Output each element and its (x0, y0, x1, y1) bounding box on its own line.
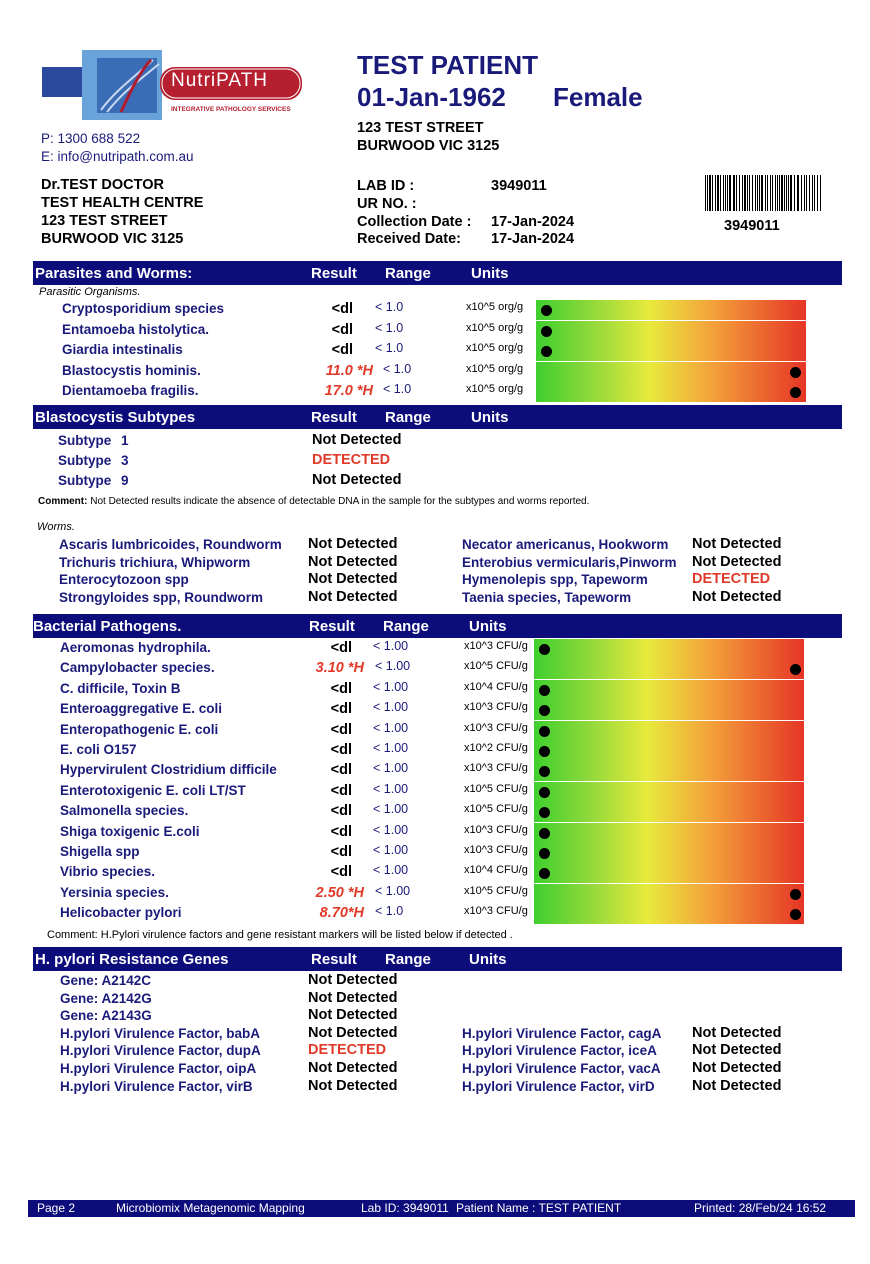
level-marker (539, 746, 550, 757)
barcode-bar (804, 175, 805, 211)
level-marker (541, 326, 552, 337)
comment-label: Comment: (38, 496, 88, 507)
result-value: <dl (330, 721, 352, 738)
gene-name: H.pylori Virulence Factor, babA (60, 1025, 261, 1041)
parasites-title: Parasites and Worms: (35, 265, 193, 282)
result-value: <dl (331, 342, 353, 358)
barcode-bar (717, 175, 719, 211)
range-col-header: Range (385, 951, 431, 968)
level-bar (534, 700, 804, 720)
level-bar (534, 863, 804, 883)
units-value: x10^3 CFU/g (464, 905, 528, 918)
contact-phone: P: 1300 688 522 (41, 131, 141, 146)
worm-result: Not Detected (308, 536, 398, 552)
worm-result: Not Detected (692, 536, 782, 552)
level-marker (790, 889, 801, 900)
barcode-bar (709, 175, 711, 211)
patient-dob: 01-Jan-1962 (357, 82, 506, 112)
result-col-header: Result (311, 409, 357, 426)
organism-name: Blastocystis hominis. (62, 362, 201, 378)
result-value: <dl (330, 640, 352, 656)
level-bar (534, 741, 804, 761)
range-col-header: Range (385, 409, 431, 426)
level-bar (534, 761, 804, 781)
pathogen-name: E. coli O157 (60, 742, 137, 757)
units-value: x10^2 CFU/g (464, 742, 528, 754)
pathogen-name: Shiga toxigenic E.coli (60, 823, 200, 839)
worm-name: Ascaris lumbricoides, Roundworm (59, 537, 282, 552)
barcode-bar (809, 175, 810, 211)
lab-id-label: LAB ID : (357, 178, 415, 194)
subtype-number: 1 (121, 433, 129, 448)
worm-name: Enterocytozoon spp (59, 572, 189, 588)
patient-sex: Female (553, 82, 643, 112)
pathogen-name: Campylobacter species. (60, 660, 215, 676)
barcode-bar (720, 175, 721, 211)
logo-tagline: INTEGRATIVE PATHOLOGY SERVICES (171, 106, 291, 113)
gene-result: Not Detected (692, 1042, 782, 1059)
pathogen-name: Hypervirulent Clostridium difficile (60, 762, 277, 778)
gene-result: DETECTED (308, 1042, 387, 1059)
footer-patient: Patient Name : TEST PATIENT (456, 1201, 622, 1215)
gene-result: Not Detected (692, 1024, 782, 1041)
units-value: x10^5 CFU/g (464, 803, 528, 816)
barcode-bar (806, 175, 807, 211)
worm-result: Not Detected (692, 553, 782, 570)
barcode-bar (767, 175, 768, 211)
range-value: < 1.0 (375, 904, 404, 919)
range-value: < 1.0 (375, 341, 404, 355)
result-value: 2.50 *H (315, 884, 364, 901)
result-value: <dl (331, 321, 353, 338)
units-col-header: Units (471, 265, 509, 282)
organism-name: Cryptosporidium species (62, 301, 225, 316)
worm-result: Not Detected (692, 589, 782, 606)
gene-result: Not Detected (308, 1007, 398, 1024)
barcode-bar (712, 175, 713, 211)
hpylori-title: H. pylori Resistance Genes (35, 951, 229, 968)
level-marker (539, 868, 550, 879)
parasites-header (33, 261, 842, 285)
barcode-bar (772, 175, 773, 211)
bacteria-title: Bacterial Pathogens. (33, 618, 182, 635)
barcode-bar (797, 175, 799, 211)
barcode-bar (790, 175, 792, 211)
units-value: x10^5 org/g (466, 362, 524, 375)
level-bar (534, 843, 804, 863)
worm-name: Enterobius vermicularis,Pinworm (462, 554, 677, 570)
level-bar (534, 721, 804, 741)
doctor-suburb: BURWOOD VIC 3125 (41, 231, 184, 247)
subtype-number: 3 (121, 453, 129, 468)
worm-result: Not Detected (308, 571, 398, 588)
pathogen-name: Aeromonas hydrophila. (60, 640, 211, 655)
level-marker (539, 787, 550, 798)
range-value: < 1.0 (383, 361, 412, 376)
barcode-bar (723, 175, 724, 211)
level-marker (539, 807, 550, 818)
gene-result: Not Detected (692, 1077, 782, 1094)
doctor-centre: TEST HEALTH CENTRE (41, 195, 204, 211)
footer-page: Page 2 (37, 1201, 76, 1215)
level-bar (534, 659, 804, 679)
level-bar (536, 382, 806, 402)
result-value: <dl (330, 701, 352, 718)
units-value: x10^5 org/g (466, 383, 524, 395)
units-value: x10^4 CFU/g (464, 864, 528, 877)
level-bar (536, 341, 806, 361)
range-value: < 1.0 (375, 320, 404, 335)
footer-lab-id: Lab ID: 3949011 (361, 1201, 449, 1215)
patient-address-1: 123 TEST STREET (357, 120, 484, 136)
barcode-bar (820, 175, 821, 211)
barcode-bar (817, 175, 818, 211)
barcode-bar (752, 175, 753, 211)
level-marker (539, 828, 550, 839)
blasto-title: Blastocystis Subtypes (35, 409, 196, 426)
worm-name: Taenia species, Tapeworm (462, 590, 632, 606)
units-value: x10^3 CFU/g (464, 844, 528, 856)
level-bar (536, 321, 806, 341)
units-value: x10^5 org/g (466, 301, 524, 313)
pathogen-name: Salmonella species. (60, 803, 189, 819)
units-col-header: Units (471, 409, 509, 426)
gene-name: H.pylori Virulence Factor, dupA (60, 1043, 261, 1059)
worm-result: DETECTED (692, 571, 771, 588)
pathogen-name: Enteropathogenic E. coli (60, 721, 219, 737)
units-value: x10^5 org/g (466, 342, 524, 354)
lab-id-value: 3949011 (491, 178, 547, 194)
barcode-bar (736, 175, 737, 211)
range-value: < 1.00 (375, 883, 411, 898)
nutripath-logo (41, 50, 306, 125)
result-col-header: Result (311, 951, 357, 968)
received-label: Received Date: (357, 231, 461, 247)
worm-result: Not Detected (308, 553, 398, 570)
units-value: x10^3 CFU/g (464, 762, 528, 775)
gene-name: H.pylori Virulence Factor, cagA (462, 1025, 662, 1041)
level-bar (534, 639, 804, 659)
level-bar (534, 904, 804, 924)
worm-name: Necator americanus, Hookworm (462, 537, 669, 552)
level-marker (541, 305, 552, 316)
bacteria-header (33, 614, 842, 638)
barcode-bar (801, 175, 802, 211)
range-value: < 1.0 (375, 300, 404, 314)
level-marker (790, 909, 801, 920)
pathogen-name: Vibrio species. (60, 864, 156, 880)
gene-name: H.pylori Virulence Factor, vacA (462, 1061, 661, 1076)
barcode-bar (777, 175, 778, 211)
result-value: <dl (330, 742, 352, 758)
gene-name: H.pylori Virulence Factor, oipA (60, 1061, 257, 1076)
level-marker (539, 685, 550, 696)
level-marker (790, 664, 801, 675)
barcode (705, 175, 823, 211)
organism-name: Dientamoeba fragilis. (62, 383, 199, 398)
pathogen-name: Helicobacter pylori (60, 905, 182, 921)
subtype-result: Not Detected (312, 432, 402, 448)
result-value: <dl (330, 680, 352, 697)
patient-address-2: BURWOOD VIC 3125 (357, 138, 500, 154)
level-marker (539, 848, 550, 859)
gene-result: Not Detected (692, 1060, 782, 1076)
level-bar (536, 362, 806, 382)
bacteria-comment: Comment: H.Pylori virulence factors and gene resistant markers will be listed below if detected . (47, 929, 513, 941)
footer-bar (28, 1200, 855, 1217)
pathogen-name: C. difficile, Toxin B (60, 680, 181, 696)
organism-name: Giardia intestinalis (62, 342, 183, 357)
hpylori-header (33, 947, 842, 971)
comment-text: Not Detected results indicate the absence of detectable DNA in the sample for the subtypes and worms reported. (90, 496, 590, 507)
blasto-comment (38, 496, 589, 507)
gene-name: H.pylori Virulence Factor, virB (60, 1078, 253, 1094)
pathogen-name: Yersinia species. (60, 884, 169, 900)
range-value: < 1.00 (373, 720, 409, 735)
level-bar (534, 680, 804, 700)
level-bar (534, 782, 804, 802)
gene-name: Gene: A2143G (60, 1008, 152, 1024)
barcode-bar (742, 175, 743, 211)
barcode-bar (786, 175, 787, 211)
range-col-header: Range (385, 265, 431, 282)
units-value: x10^3 CFU/g (464, 701, 528, 714)
barcode-bar (779, 175, 780, 211)
contact-email: E: info@nutripath.com.au (41, 149, 194, 164)
barcode-bar (765, 175, 766, 211)
level-marker (539, 644, 550, 655)
level-marker (539, 705, 550, 716)
barcode-bar (739, 175, 740, 211)
result-col-header: Result (309, 618, 355, 635)
gene-name: H.pylori Virulence Factor, virD (462, 1078, 655, 1094)
worm-result: Not Detected (308, 589, 398, 606)
logo-brand: NutriPATH (171, 70, 268, 91)
units-col-header: Units (469, 618, 507, 635)
result-value: 3.10 *H (315, 660, 364, 677)
pathogen-name: Shigella spp (60, 844, 140, 859)
subtype-label: Subtype (58, 453, 112, 468)
result-value: <dl (330, 762, 352, 779)
subtype-result: DETECTED (312, 452, 391, 468)
level-bar (534, 802, 804, 822)
barcode-bar (705, 175, 706, 211)
units-value: x10^3 CFU/g (464, 823, 528, 836)
worm-name: Trichuris trichiura, Whipworm (59, 554, 251, 570)
level-bar (534, 884, 804, 904)
gene-name: Gene: A2142C (60, 973, 152, 988)
barcode-bar (733, 175, 735, 211)
level-marker (539, 726, 550, 737)
gene-result: Not Detected (308, 989, 398, 1006)
level-marker (539, 766, 550, 777)
range-value: < 1.00 (373, 679, 409, 694)
level-marker (790, 367, 801, 378)
barcode-bar (814, 175, 815, 211)
result-value: <dl (330, 864, 352, 881)
result-value: <dl (330, 844, 352, 860)
barcode-bar (812, 175, 813, 211)
barcode-bar (707, 175, 708, 211)
received-date: 17-Jan-2024 (491, 231, 575, 247)
level-marker (790, 387, 801, 398)
units-value: x10^5 CFU/g (464, 884, 528, 897)
range-value: < 1.00 (373, 639, 409, 653)
barcode-bar (747, 175, 748, 211)
collection-label: Collection Date : (357, 214, 472, 230)
barcode-number: 3949011 (724, 218, 780, 234)
result-value: <dl (331, 301, 353, 317)
doctor-street: 123 TEST STREET (41, 213, 168, 229)
barcode-bar (755, 175, 756, 211)
barcode-bar (729, 175, 731, 211)
subtype-number: 9 (121, 473, 129, 488)
level-marker (541, 346, 552, 357)
level-bar (536, 300, 806, 320)
barcode-bar (757, 175, 758, 211)
barcode-bar (715, 175, 716, 211)
result-col-header: Result (311, 265, 357, 282)
result-value: <dl (330, 782, 352, 799)
footer-report: Microbiomix Metagenomic Mapping (116, 1201, 305, 1215)
barcode-bar (788, 175, 789, 211)
footer-printed: Printed: 28/Feb/24 16:52 (694, 1201, 827, 1215)
gene-result: Not Detected (308, 972, 398, 988)
barcode-bar (794, 175, 795, 211)
gene-name: H.pylori Virulence Factor, iceA (462, 1043, 657, 1059)
doctor-name: Dr.TEST DOCTOR (41, 177, 164, 193)
subtype-result: Not Detected (312, 472, 402, 488)
pathogen-name: Enterotoxigenic E. coli LT/ST (60, 782, 246, 798)
units-value: x10^4 CFU/g (464, 680, 528, 693)
result-value: 8.70*H (319, 905, 364, 922)
barcode-bar (725, 175, 726, 211)
barcode-bar (749, 175, 750, 211)
gene-name: Gene: A2142G (60, 990, 152, 1006)
level-bar (534, 823, 804, 843)
units-value: x10^5 org/g (466, 321, 524, 334)
range-value: < 1.00 (373, 802, 409, 817)
gene-result: Not Detected (308, 1060, 398, 1076)
gene-result: Not Detected (308, 1077, 398, 1094)
range-value: < 1.0 (383, 382, 412, 396)
barcode-bar (781, 175, 783, 211)
blasto-header (33, 405, 842, 429)
barcode-bar (761, 175, 763, 211)
units-value: x10^3 CFU/g (464, 640, 528, 652)
result-value: <dl (330, 803, 352, 820)
pathogen-name: Enteroaggregative E. coli (60, 701, 223, 717)
barcode-bar (759, 175, 760, 211)
worm-name: Strongyloides spp, Roundworm (59, 590, 264, 606)
barcode-bar (744, 175, 746, 211)
barcode-bar (784, 175, 785, 211)
range-value: < 1.00 (373, 700, 409, 715)
worm-name: Hymenolepis spp, Tapeworm (462, 572, 648, 588)
result-value: 11.0 *H (325, 362, 373, 379)
result-value: 17.0 *H (324, 383, 373, 399)
result-value: <dl (330, 823, 352, 840)
units-col-header: Units (469, 951, 507, 968)
range-value: < 1.00 (373, 863, 409, 878)
units-value: x10^5 CFU/g (464, 660, 528, 673)
ur-label: UR NO. : (357, 196, 417, 212)
units-value: x10^5 CFU/g (464, 782, 528, 795)
range-value: < 1.00 (373, 761, 409, 776)
patient-name: TEST PATIENT (357, 50, 539, 80)
range-value: < 1.00 (373, 781, 409, 796)
barcode-bar (770, 175, 771, 211)
barcode-bar (775, 175, 776, 211)
subtype-label: Subtype (58, 433, 112, 448)
collection-date: 17-Jan-2024 (491, 214, 575, 230)
range-value: < 1.00 (375, 659, 411, 674)
range-value: < 1.00 (373, 822, 409, 837)
barcode-bar (727, 175, 728, 211)
gene-result: Not Detected (308, 1024, 398, 1041)
parasites-subtitle: Parasitic Organisms. (39, 286, 141, 298)
range-value: < 1.00 (373, 843, 409, 857)
subtype-label: Subtype (58, 473, 112, 488)
worms-title: Worms. (37, 521, 75, 533)
units-value: x10^3 CFU/g (464, 721, 528, 734)
range-col-header: Range (383, 618, 429, 635)
organism-name: Entamoeba histolytica. (62, 321, 210, 337)
range-value: < 1.00 (373, 741, 409, 755)
